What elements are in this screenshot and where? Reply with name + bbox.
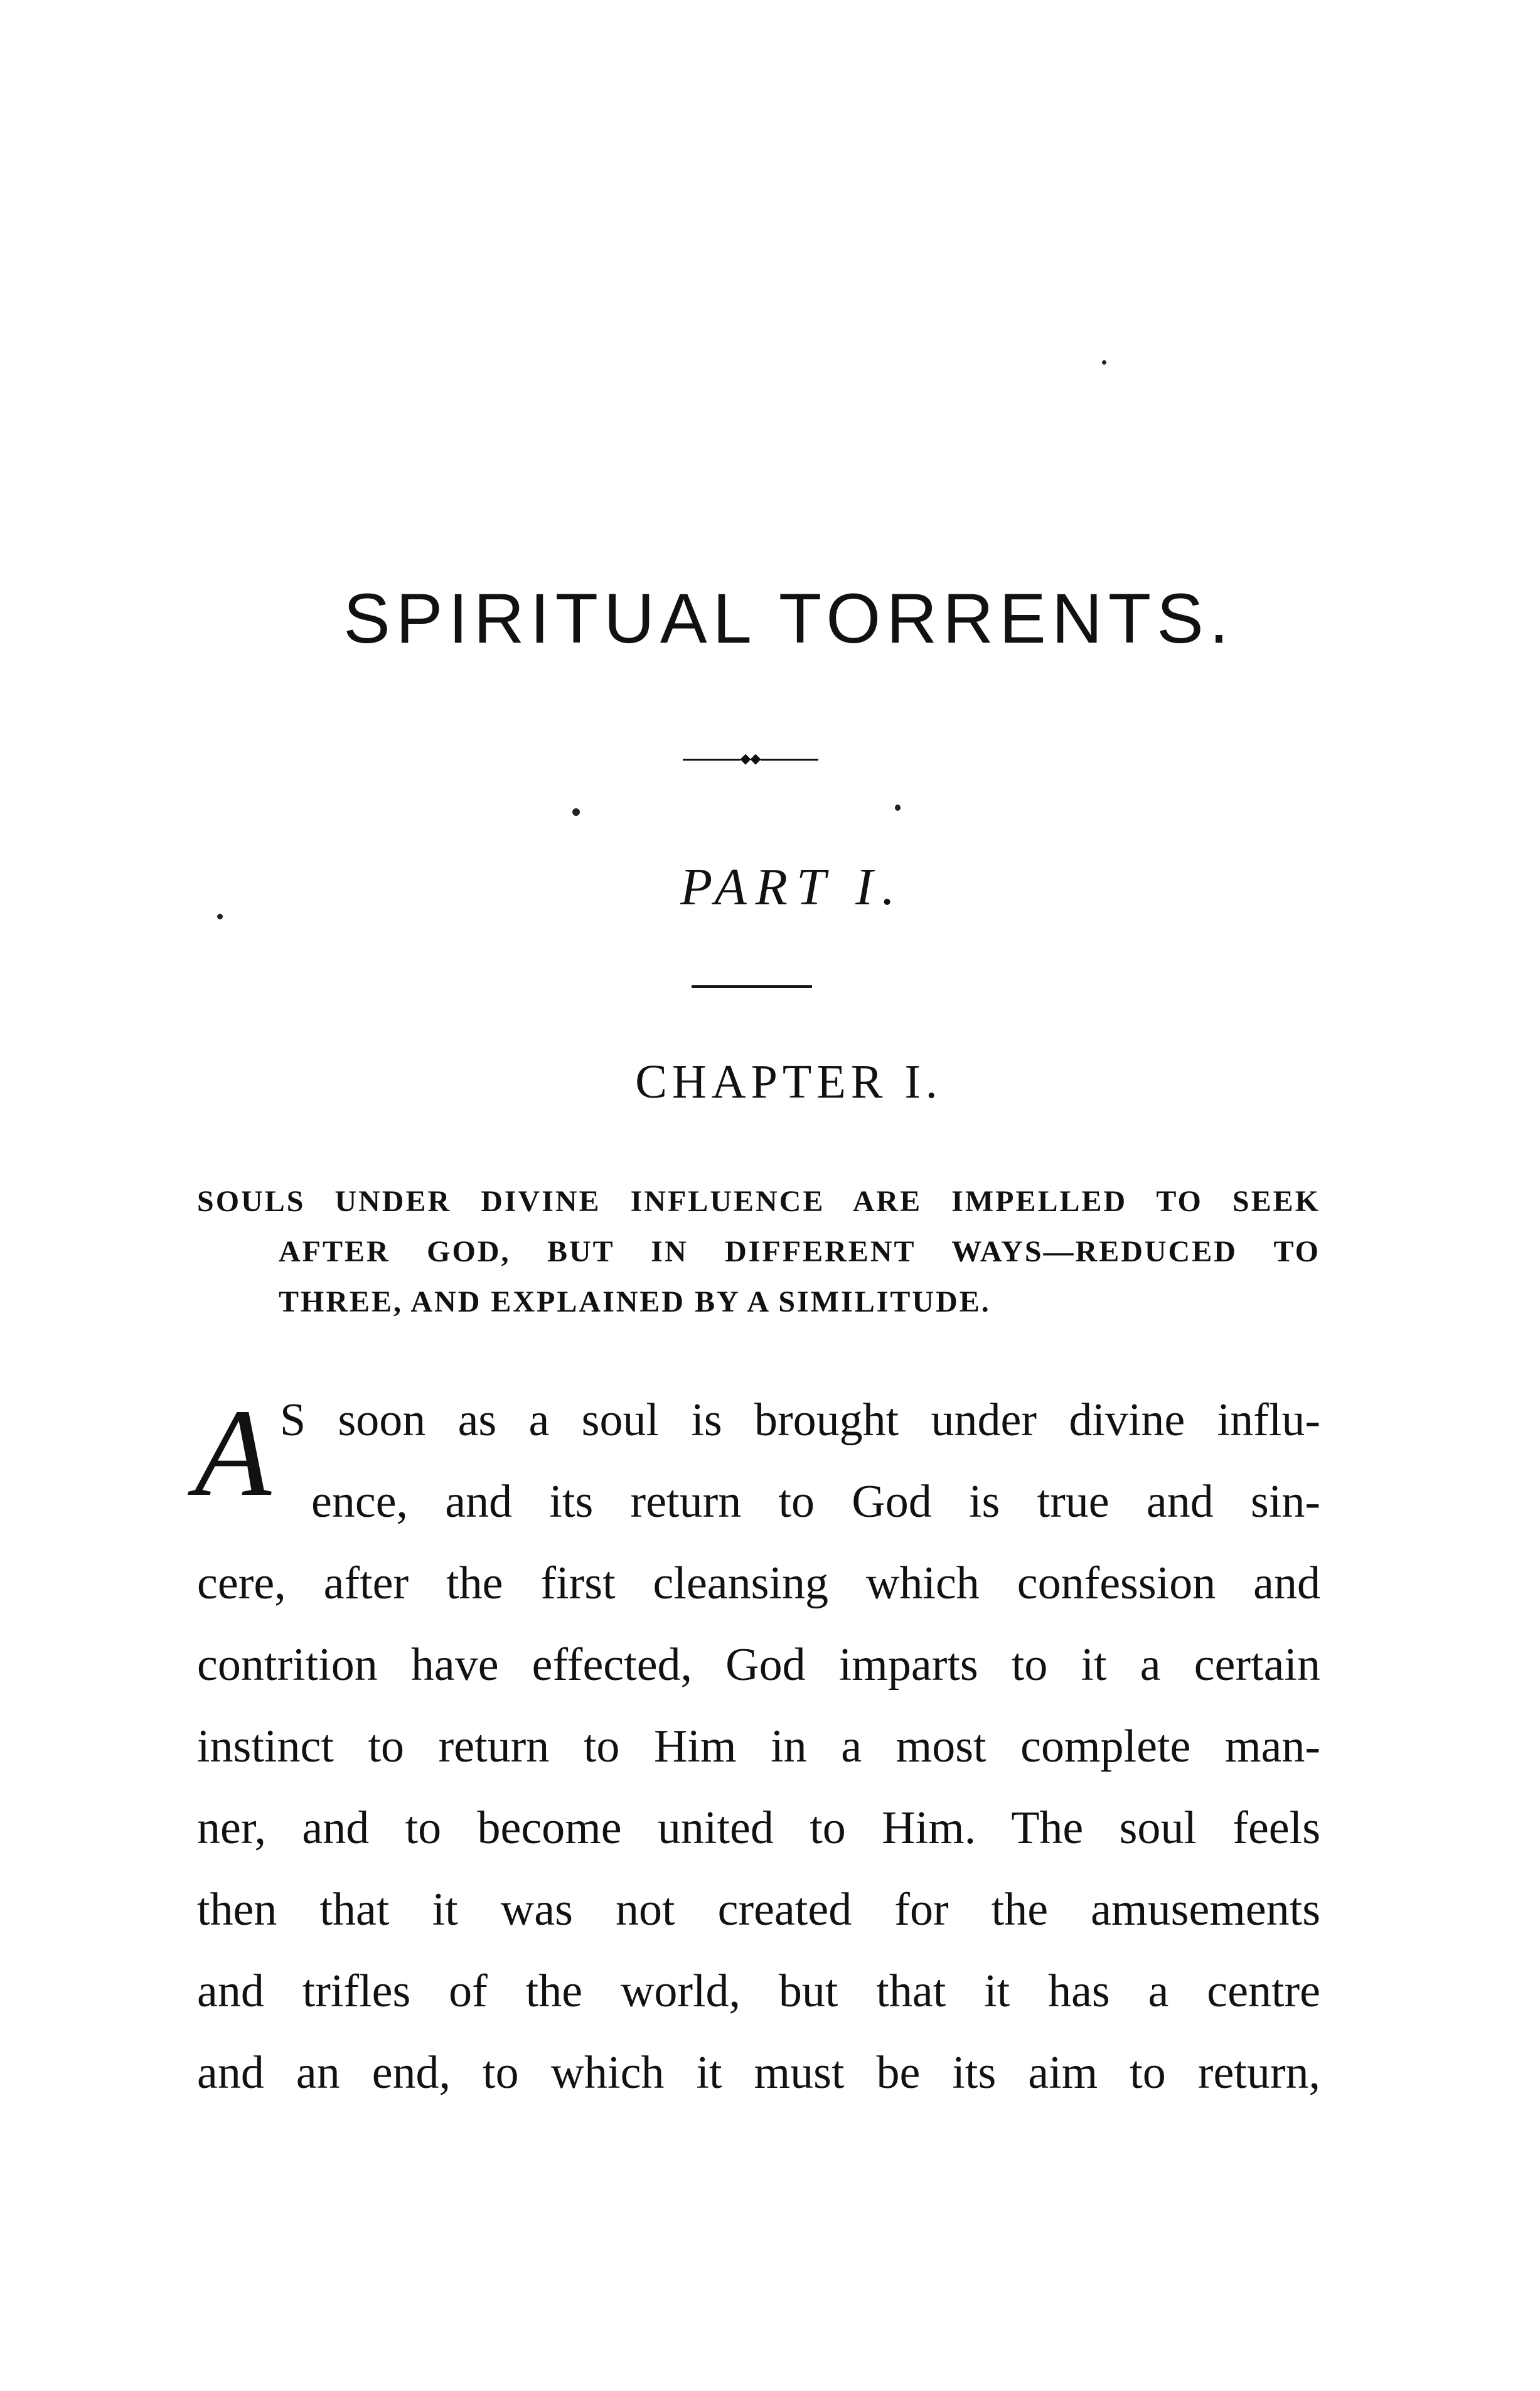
print-speck xyxy=(572,808,580,816)
body-line: and trifles of the world, but that it has a centre xyxy=(197,1966,1320,2017)
title-ornament xyxy=(683,753,818,766)
body-line: contrition have effected, God imparts to it a certain xyxy=(197,1639,1320,1691)
chapter-summary xyxy=(197,1177,1320,1327)
drop-cap: A xyxy=(195,1384,272,1522)
body-line: instinct to return to Him in a most complete man- xyxy=(197,1721,1320,1772)
print-speck xyxy=(1102,360,1106,365)
section-rule xyxy=(692,985,812,988)
summary-line: AFTER GOD, BUT IN DIFFERENT WAYS—REDUCED TO xyxy=(279,1235,1320,1268)
body-line: then that it was not created for the amusements xyxy=(197,1884,1320,1935)
ornament-line-right xyxy=(761,759,818,761)
chapter-heading: CHAPTER I. xyxy=(635,1056,943,1108)
part-heading: PART I. xyxy=(680,858,904,916)
body-line: and an end, to which it must be its aim to return, xyxy=(197,2047,1320,2099)
ornament-diamond xyxy=(741,754,751,765)
ornament-diamond xyxy=(751,754,761,765)
body-line: cere, after the first cleansing which confession and xyxy=(197,1558,1320,1609)
print-speck xyxy=(895,805,901,811)
body-line: ner, and to become united to Him. The soul feels xyxy=(197,1802,1320,1854)
summary-line: SOULS UNDER DIVINE INFLUENCE ARE IMPELLED TO SEEK xyxy=(197,1185,1320,1218)
ornament-line-left xyxy=(683,759,741,761)
body-text xyxy=(197,1379,1320,2114)
body-line: ence, and its return to God is true and sin- xyxy=(311,1476,1320,1527)
body-line: S soon as a soul is brought under divine influ- xyxy=(280,1394,1320,1446)
summary-line: THREE, AND EXPLAINED BY A SIMILITUDE. xyxy=(279,1285,991,1319)
book-title: SPIRITUAL TORRENTS. xyxy=(343,579,1234,658)
print-speck xyxy=(217,914,223,919)
